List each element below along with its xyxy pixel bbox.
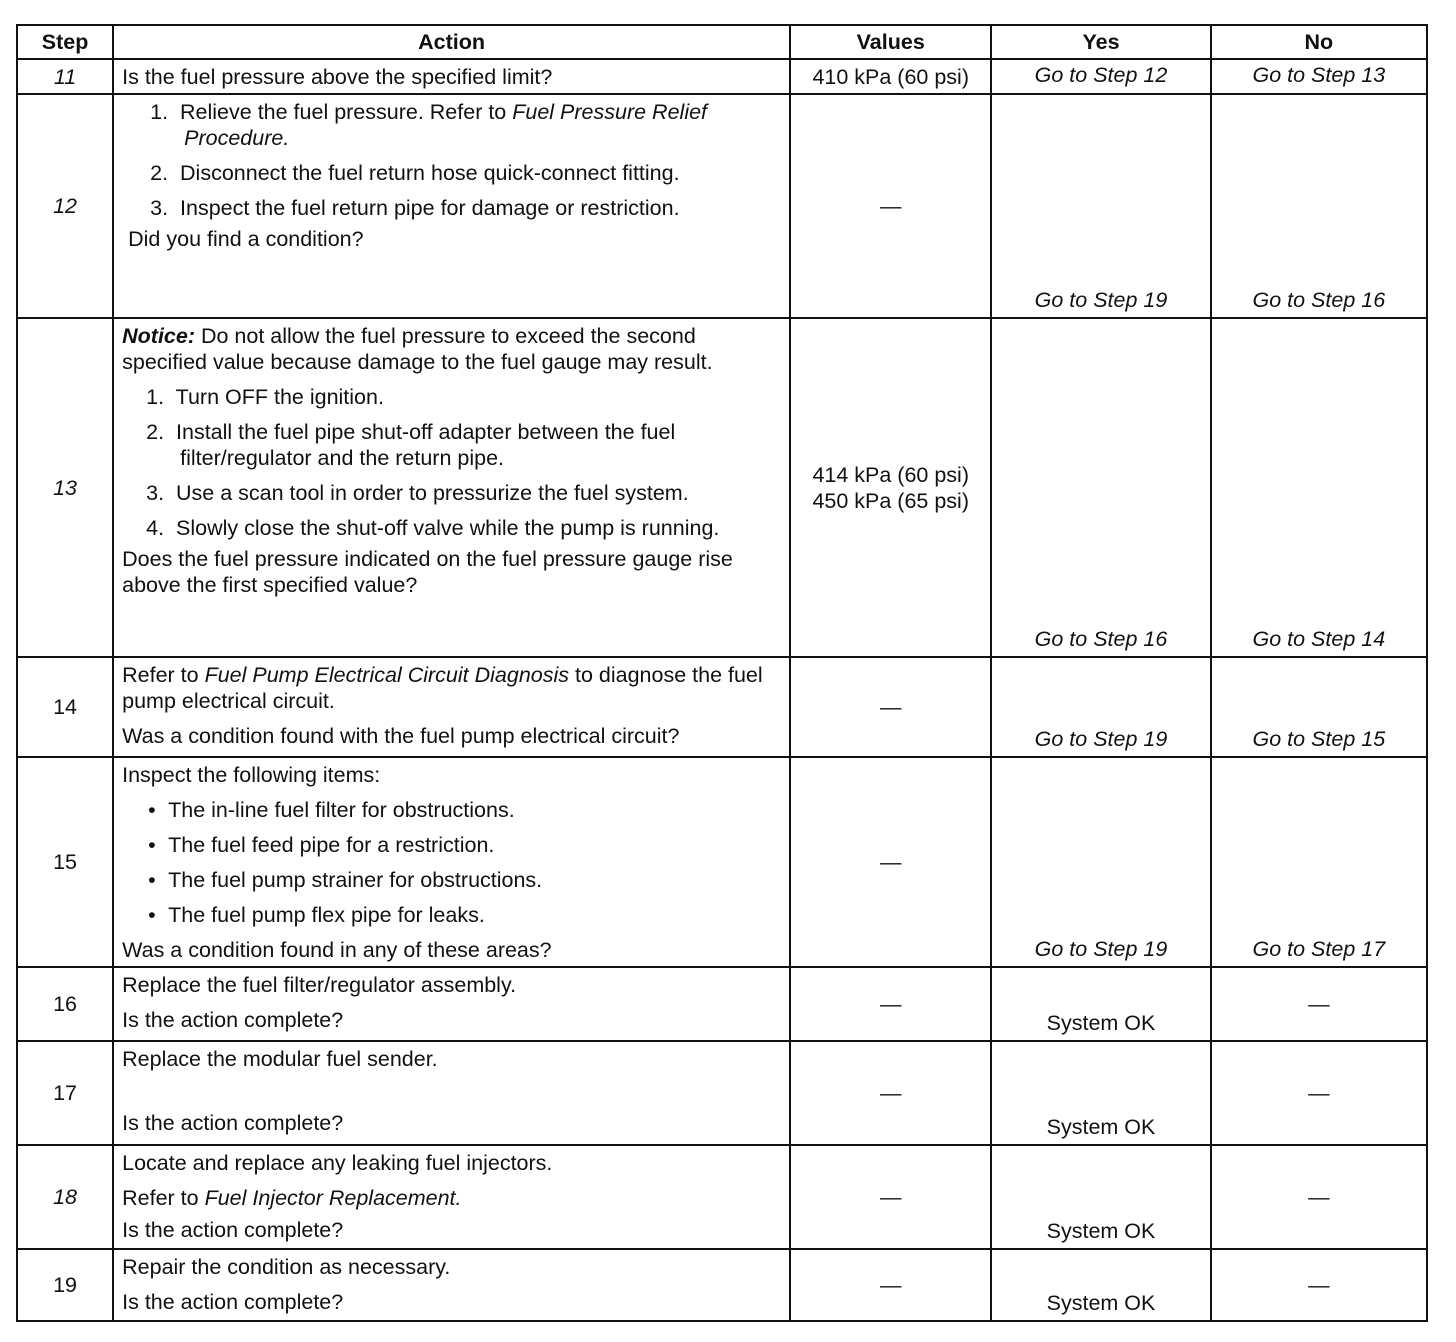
header-action: Action <box>113 25 790 59</box>
step-number: 12 <box>17 94 113 318</box>
step-number: 18 <box>17 1145 113 1249</box>
yes-cell: Go to Step 19 <box>991 657 1210 757</box>
no-cell: Go to Step 14 <box>1211 318 1427 657</box>
step-number: 14 <box>17 657 113 757</box>
action-question: Was a condition found in any of these areas? <box>122 938 552 963</box>
action-text: Replace the modular fuel sender. <box>122 1046 438 1071</box>
no-cell: — <box>1211 967 1427 1040</box>
yes-cell: System OK <box>991 1041 1210 1145</box>
action-question: Is the action complete? <box>122 1008 344 1033</box>
value-second-limit: 450 kPa (65 psi) <box>812 488 969 513</box>
table-row-step-15 <box>17 757 1427 967</box>
action-step-4: 4. Slowly close the shut-off valve while the pump is running. <box>146 516 720 541</box>
table-row-step-11 <box>17 59 1427 94</box>
step-number: 15 <box>17 757 113 967</box>
action-cell <box>113 757 790 967</box>
action-intro: Inspect the following items: <box>122 763 381 788</box>
procedure-reference: Fuel Pump Electrical Circuit Diagnosis <box>204 662 570 687</box>
action-cell <box>113 1145 790 1249</box>
values-cell: — <box>790 1145 991 1249</box>
action-step-1: 1. Relieve the fuel pressure. Refer to Fuel Pressure Relief Procedure. <box>150 100 708 151</box>
table-row-step-13 <box>17 318 1427 657</box>
action-question: Is the action complete? <box>122 1217 344 1242</box>
table-row-step-14 <box>17 657 1427 757</box>
action-step-2: 2. Disconnect the fuel return hose quick-connect fitting. <box>150 161 680 186</box>
no-cell: — <box>1211 1249 1427 1321</box>
values-cell: — <box>790 1249 991 1321</box>
table-row-step-18 <box>17 1145 1427 1249</box>
yes-cell: Go to Step 19 <box>991 94 1210 318</box>
no-cell: Go to Step 15 <box>1211 657 1427 757</box>
values-cell: 410 kPa (60 psi) <box>790 59 991 94</box>
step-number: 17 <box>17 1041 113 1145</box>
step-number: 11 <box>17 59 113 94</box>
no-cell: — <box>1211 1145 1427 1249</box>
action-step-1: 1. Turn OFF the ignition. <box>146 385 384 410</box>
values-cell: — <box>790 757 991 967</box>
action-question: Was a condition found with the fuel pump electrical circuit? <box>122 723 680 748</box>
header-values: Values <box>790 25 991 59</box>
header-row <box>17 25 1427 59</box>
action-cell <box>113 967 790 1040</box>
table-row-step-16 <box>17 967 1427 1040</box>
no-cell: Go to Step 16 <box>1211 94 1427 318</box>
header-step: Step <box>17 25 113 59</box>
no-cell: Go to Step 13 <box>1211 59 1427 94</box>
action-text: Replace the fuel filter/regulator assembly. <box>122 973 517 998</box>
action-question: Does the fuel pressure indicated on the fuel pressure gauge rise above the first specified value? <box>122 547 733 598</box>
values-cell: — <box>790 967 991 1040</box>
action-step-3: 3. Use a scan tool in order to pressurize the fuel system. <box>146 481 689 506</box>
step-number: 19 <box>17 1249 113 1321</box>
action-reference: Refer to Fuel Injector Replacement. <box>122 1185 462 1210</box>
no-cell: Go to Step 17 <box>1211 757 1427 967</box>
value-first-limit: 414 kPa (60 psi) <box>812 462 969 487</box>
yes-cell: Go to Step 12 <box>991 59 1210 94</box>
procedure-reference: Fuel Pressure Relief Procedure. <box>184 100 708 151</box>
action-cell <box>113 318 790 657</box>
values-cell: — <box>790 94 991 318</box>
action-step-3: 3. Inspect the fuel return pipe for damage or restriction. <box>150 196 680 221</box>
no-cell: — <box>1211 1041 1427 1145</box>
action-cell <box>113 1249 790 1321</box>
action-cell <box>113 657 790 757</box>
action-step-2: 2. Install the fuel pipe shut-off adapter between the fuel filter/regulator and the return pipe. <box>146 420 676 471</box>
header-yes: Yes <box>991 25 1210 59</box>
yes-cell: System OK <box>991 967 1210 1040</box>
inspect-item-2: • The fuel feed pipe for a restriction. <box>122 832 781 858</box>
yes-cell: System OK <box>991 1145 1210 1249</box>
table-row-step-19 <box>17 1249 1427 1321</box>
action-question: Is the action complete? <box>122 1110 344 1135</box>
inspect-item-3: • The fuel pump strainer for obstructions. <box>122 867 781 893</box>
step-number: 16 <box>17 967 113 1040</box>
action-text: Repair the condition as necessary. <box>122 1254 451 1279</box>
action-cell <box>113 1041 790 1145</box>
action-cell <box>113 94 790 318</box>
table-row-step-12 <box>17 94 1427 318</box>
notice-label: Notice: <box>122 324 195 349</box>
header-no: No <box>1211 25 1427 59</box>
yes-cell: Go to Step 19 <box>991 757 1210 967</box>
action-question: Is the action complete? <box>122 1289 344 1314</box>
action-cell: Is the fuel pressure above the specified limit? <box>113 59 790 94</box>
values-cell <box>790 318 991 657</box>
procedure-reference: Fuel Injector Replacement. <box>204 1185 462 1210</box>
yes-cell: Go to Step 16 <box>991 318 1210 657</box>
values-cell: — <box>790 1041 991 1145</box>
diagnostic-table <box>16 24 1428 1322</box>
table-row-step-17 <box>17 1041 1427 1145</box>
action-text: Refer to Fuel Pump Electrical Circuit Diagnosis to diagnose the fuel pump electrical circuit. <box>122 662 763 713</box>
values-cell: — <box>790 657 991 757</box>
inspect-item-4: • The fuel pump flex pipe for leaks. <box>122 902 781 928</box>
step-number: 13 <box>17 318 113 657</box>
yes-cell: System OK <box>991 1249 1210 1321</box>
action-question: Did you find a condition? <box>128 227 364 252</box>
action-text: Locate and replace any leaking fuel injectors. <box>122 1150 553 1175</box>
notice-text: Notice: Do not allow the fuel pressure to exceed the second specified value because damage to the fuel gauge may result. <box>122 324 713 375</box>
inspect-item-1: • The in-line fuel filter for obstructions. <box>122 797 781 823</box>
